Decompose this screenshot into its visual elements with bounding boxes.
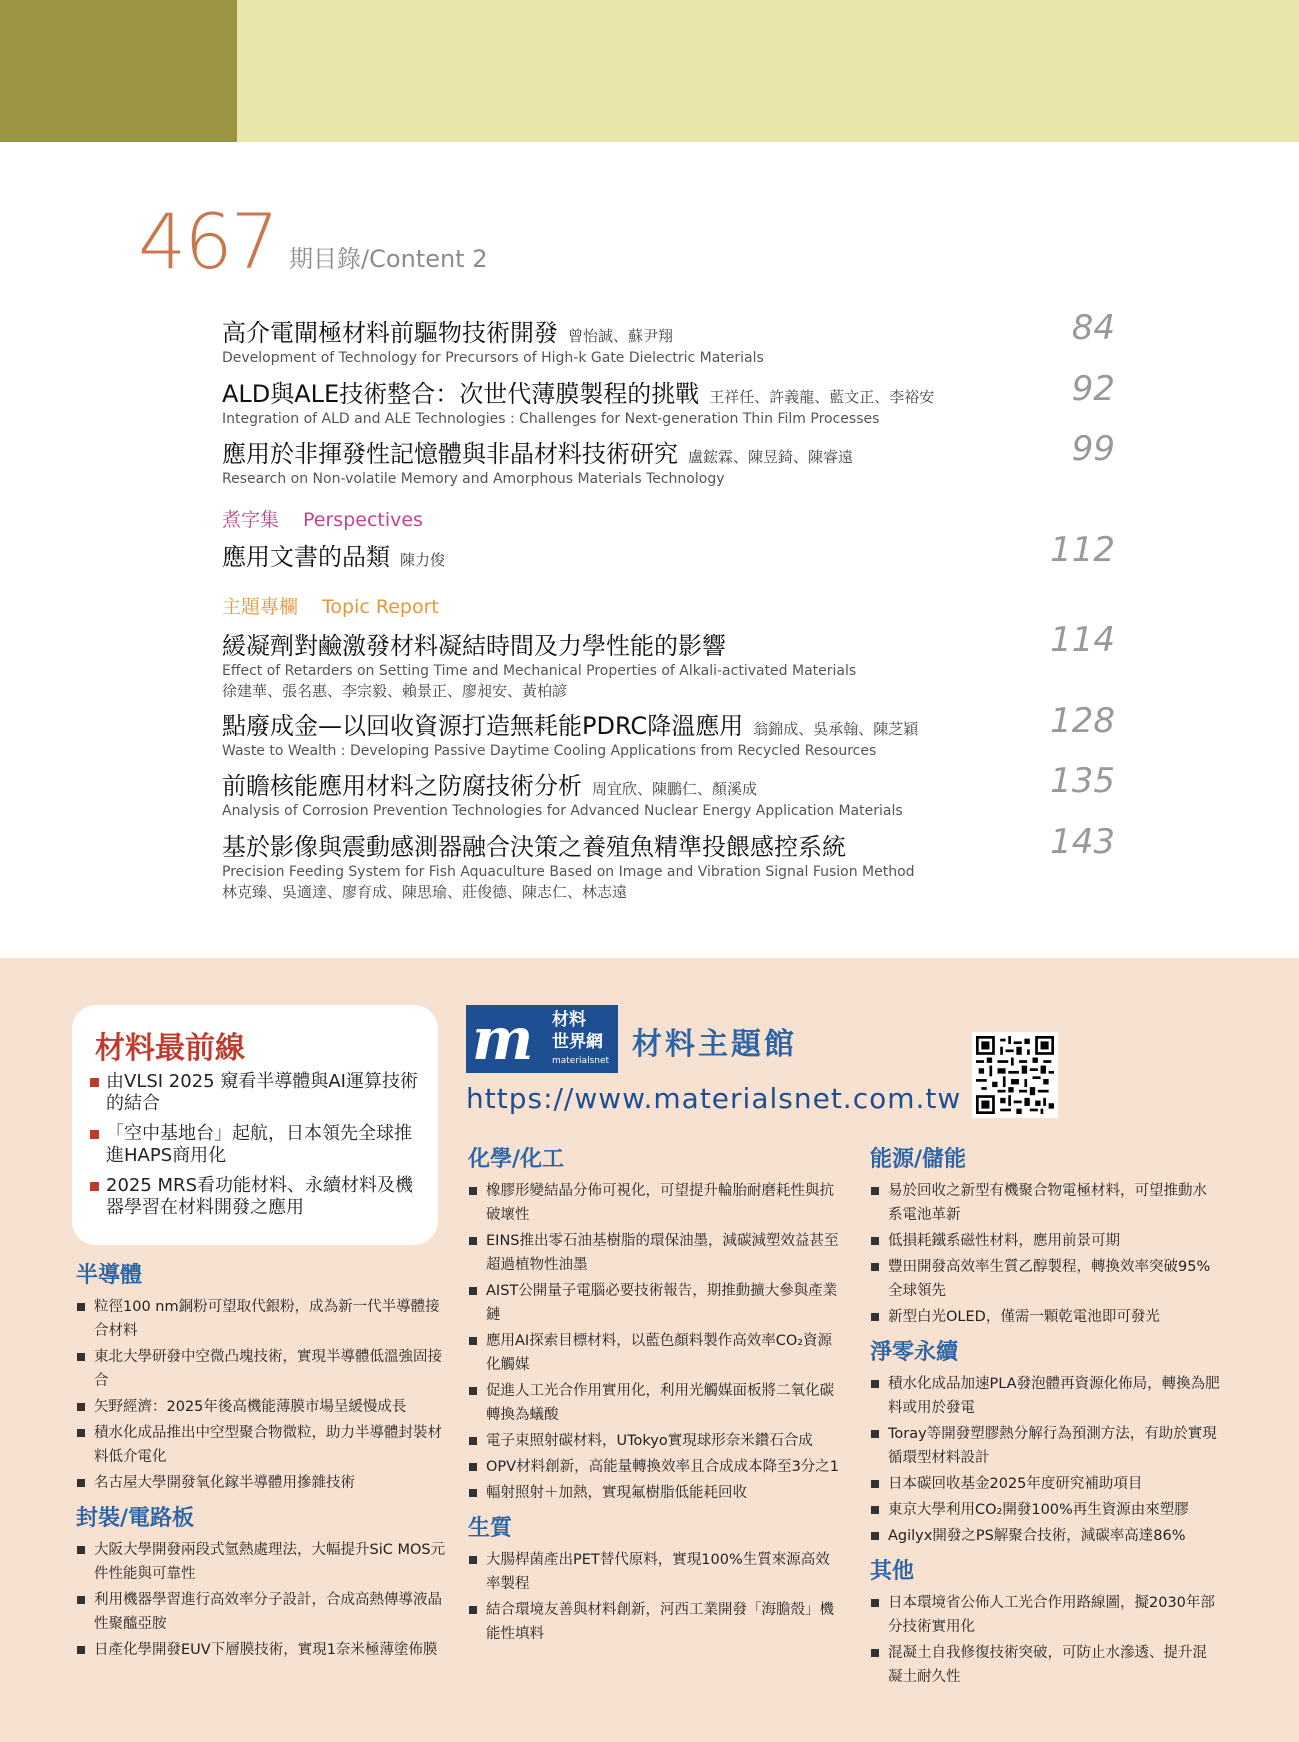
news-column-left xyxy=(76,1258,446,1668)
news-item-text: 矢野經濟：2025年後高機能薄膜市場呈緩慢成長 xyxy=(94,1399,407,1415)
bullet-square-icon xyxy=(469,1437,477,1445)
category-heading: 化學/化工 xyxy=(468,1147,565,1172)
news-item[interactable] xyxy=(870,1179,1220,1227)
toc-english-title: Analysis of Corrosion Prevention Technologies for Advanced Nuclear Energy Application Materials xyxy=(222,803,903,819)
toc-title: 應用文書的品類 xyxy=(222,543,390,571)
bullet-square-icon xyxy=(77,1546,85,1554)
bullet-square-icon xyxy=(871,1237,879,1245)
toc-authors: 盧鋐霖、陳昱錡、陳睿遠 xyxy=(688,448,854,466)
news-item[interactable] xyxy=(468,1481,844,1505)
toc-page-number: 112 xyxy=(1050,530,1115,570)
toc-english-title: Precision Feeding System for Fish Aquaculture Based on Image and Vibration Signal Fusion Method xyxy=(222,864,915,880)
category-heading: 生質 xyxy=(468,1516,513,1541)
category-heading: 能源/儲能 xyxy=(870,1147,967,1172)
news-item[interactable] xyxy=(468,1229,844,1277)
news-item[interactable] xyxy=(870,1641,1220,1689)
header-band-dark xyxy=(0,0,237,142)
bullet-square-icon xyxy=(77,1303,85,1311)
news-item[interactable] xyxy=(870,1255,1220,1303)
toc-page-number: 114 xyxy=(1050,620,1115,660)
bullet-square-icon xyxy=(871,1599,879,1607)
frontline-box xyxy=(72,1005,438,1245)
news-item[interactable] xyxy=(870,1524,1220,1548)
bullet-square-icon xyxy=(77,1353,85,1361)
toc-authors: 曾怡誠、蘇尹翔 xyxy=(568,327,674,345)
news-item-text: 輻射照射＋加熱，實現氟樹脂低能耗回收 xyxy=(486,1485,747,1501)
toc-page-number: 84 xyxy=(1071,308,1115,348)
news-item-text: 橡膠形變結晶分佈可視化，可望提升輪胎耐磨耗性與抗破壞性 xyxy=(486,1183,834,1223)
section-header-en: Topic Report xyxy=(322,596,439,618)
news-item[interactable] xyxy=(468,1455,844,1479)
bullet-square-icon xyxy=(469,1463,477,1471)
news-item-text: 大腸桿菌產出PET替代原料，實現100%生質來源高效率製程 xyxy=(486,1552,830,1592)
bullet-square-icon xyxy=(871,1187,879,1195)
category-heading: 半導體 xyxy=(76,1263,143,1288)
news-item-text: 電子束照射碳材料，UTokyo實現球形奈米鑽石合成 xyxy=(486,1433,813,1449)
frontline-item[interactable] xyxy=(88,1071,428,1115)
toc-title: 高介電閘極材料前驅物技術開發 xyxy=(222,319,558,347)
bullet-square-icon xyxy=(871,1480,879,1488)
news-item-text: 利用機器學習進行高效率分子設計，合成高熱傳導液晶性聚醯亞胺 xyxy=(94,1592,442,1632)
frontline-item-text: 「空中基地台」起航，日本領先全球推進HAPS商用化 xyxy=(106,1123,412,1166)
news-item-text: 名古屋大學開發氧化鎵半導體用摻雜技術 xyxy=(94,1475,355,1491)
toc-item[interactable] xyxy=(222,374,1122,427)
news-item-text: 日本環境省公佈人工光合作用路線圖，擬2030年部分技術實用化 xyxy=(888,1595,1215,1635)
issue-number: 467 xyxy=(138,197,278,286)
news-item-text: 促進人工光合作用實用化，利用光觸媒面板將二氧化碳轉換為蟻酸 xyxy=(486,1383,834,1423)
news-item-text: 混凝土自我修復技術突破，可防止水滲透、提升混凝土耐久性 xyxy=(888,1645,1207,1685)
toc-authors: 陳力俊 xyxy=(400,551,446,569)
bullet-square-icon xyxy=(90,1078,99,1087)
news-item[interactable] xyxy=(76,1471,446,1495)
news-item-text: AIST公開量子電腦必要技術報告，期推動擴大參與產業鏈 xyxy=(486,1283,838,1323)
news-item[interactable] xyxy=(76,1295,446,1343)
bullet-square-icon xyxy=(77,1646,85,1654)
news-column-right xyxy=(870,1142,1220,1695)
bullet-square-icon xyxy=(77,1429,85,1437)
news-item[interactable] xyxy=(468,1548,844,1596)
bullet-square-icon xyxy=(469,1287,477,1295)
bullet-square-icon xyxy=(77,1596,85,1604)
category-heading: 淨零永續 xyxy=(870,1340,959,1365)
site-title: 材料主題館 xyxy=(632,1027,797,1062)
news-item-text: 東京大學利用CO₂開發100%再生資源由來塑膠 xyxy=(888,1502,1189,1518)
bullet-square-icon xyxy=(469,1387,477,1395)
news-item[interactable] xyxy=(76,1345,446,1393)
section-header-en: Perspectives xyxy=(303,509,423,531)
bullet-square-icon xyxy=(469,1237,477,1245)
news-item-text: 易於回收之新型有機聚合物電極材料，可望推動水系電池革新 xyxy=(888,1183,1207,1223)
bullet-square-icon xyxy=(871,1532,879,1540)
news-item-text: OPV材料創新，高能量轉換效率且合成成本降至3分之1 xyxy=(486,1459,840,1475)
bullet-square-icon xyxy=(469,1606,477,1614)
frontline-item[interactable] xyxy=(88,1175,428,1219)
toc-title: 應用於非揮發性記憶體與非晶材料技術研究 xyxy=(222,440,678,468)
toc-item[interactable] xyxy=(222,537,1122,572)
section-header-zh: 煮字集 xyxy=(222,509,280,531)
frontline-item-text: 2025 MRS看功能材料、永續材料及機器學習在材料開發之應用 xyxy=(106,1175,413,1218)
logo-mark: m xyxy=(472,1005,534,1073)
news-item[interactable] xyxy=(870,1591,1220,1639)
toc-english-title: Waste to Wealth : Developing Passive Daytime Cooling Applications from Recycled Resources xyxy=(222,743,877,759)
bullet-square-icon xyxy=(469,1489,477,1497)
toc-authors: 徐建華、張名惠、李宗毅、賴景正、廖昶安、黃柏諺 xyxy=(222,682,568,700)
frontline-item[interactable] xyxy=(88,1123,428,1167)
toc-authors: 翁錦成、吳承翰、陳芝穎 xyxy=(753,720,919,738)
logo-text-zh: 材料 xyxy=(552,1010,586,1030)
section-header-perspectives xyxy=(222,505,423,532)
bullet-square-icon xyxy=(871,1506,879,1514)
news-item-text: 新型白光OLED，僅需一顆乾電池即可發光 xyxy=(888,1309,1160,1325)
news-item[interactable] xyxy=(468,1179,844,1227)
bullet-square-icon xyxy=(871,1649,879,1657)
toc-page-number: 99 xyxy=(1071,429,1115,469)
toc-english-title: Effect of Retarders on Setting Time and Mechanical Properties of Alkali-activated Materials xyxy=(222,663,857,679)
news-item-text: 粒徑100 nm銅粉可望取代銀粉，成為新一代半導體接合材料 xyxy=(94,1299,440,1339)
toc-page-number: 92 xyxy=(1071,369,1115,409)
news-item-text: 應用AI探索目標材料，以藍色顏料製作高效率CO₂資源化觸媒 xyxy=(486,1333,833,1373)
news-item-text: 積水化成品加速PLA發泡體再資源化佈局，轉換為肥料或用於發電 xyxy=(888,1376,1220,1416)
bullet-square-icon xyxy=(77,1403,85,1411)
news-item[interactable] xyxy=(76,1588,446,1636)
news-item-text: Toray等開發塑膠熱分解行為預測方法，有助於實現循環型材料設計 xyxy=(888,1426,1217,1466)
bullet-square-icon xyxy=(871,1313,879,1321)
bullet-square-icon xyxy=(871,1430,879,1438)
toc-item[interactable] xyxy=(222,626,1122,701)
toc-item[interactable] xyxy=(222,827,1122,902)
news-item-text: 日本碳回收基金2025年度研究補助項目 xyxy=(888,1476,1143,1492)
frontline-item-text: 由VLSI 2025 窺看半導體與AI運算技術的結合 xyxy=(106,1071,418,1114)
bullet-square-icon xyxy=(90,1182,99,1191)
news-item-text: 結合環境友善與材料創新，河西工業開發「海膽殼」機能性填料 xyxy=(486,1602,834,1642)
toc-authors: 周宜欣、陳鵬仁、顏溪成 xyxy=(592,780,758,798)
news-item[interactable] xyxy=(468,1598,844,1646)
news-item[interactable] xyxy=(76,1538,446,1586)
bullet-square-icon xyxy=(77,1479,85,1487)
toc-title: 緩凝劑對鹼激發材料凝結時間及力學性能的影響 xyxy=(222,632,726,660)
site-url-link[interactable]: https://www.materialsnet.com.tw xyxy=(466,1082,962,1115)
toc-page-number: 135 xyxy=(1050,761,1115,801)
toc-title: 點廢成金—以回收資源打造無耗能PDRC降溫應用 xyxy=(222,712,744,740)
news-item-text: EINS推出零石油基樹脂的環保油墨，減碳減塑效益甚至超過植物性油墨 xyxy=(486,1233,839,1273)
news-item-text: 日產化學開發EUV下層膜技術，實現1奈米極薄塗佈膜 xyxy=(94,1642,438,1658)
news-item[interactable] xyxy=(76,1421,446,1469)
section-header-topic-report xyxy=(222,592,439,619)
toc-title: 前瞻核能應用材料之防腐技術分析 xyxy=(222,772,582,800)
header-band-light xyxy=(237,0,1299,142)
toc-page-number: 143 xyxy=(1050,822,1115,862)
toc-authors: 王祥任、許義龍、藍文正、李裕安 xyxy=(709,388,935,406)
toc-english-title: Development of Technology for Precursors of High-k Gate Dielectric Materials xyxy=(222,350,764,366)
toc-title: 基於影像與震動感測器融合決策之養殖魚精準投餵感控系統 xyxy=(222,833,846,861)
toc-item[interactable] xyxy=(222,434,1122,487)
category-heading: 其他 xyxy=(870,1559,915,1584)
frontline-title: 材料最前線 xyxy=(95,1031,245,1066)
news-item[interactable] xyxy=(468,1379,844,1427)
news-item-text: 積水化成品推出中空型聚合物微粒，助力半導體封裝材料低介電化 xyxy=(94,1425,442,1465)
bullet-square-icon xyxy=(90,1130,99,1139)
materialsnet-logo[interactable] xyxy=(466,1005,618,1073)
bullet-square-icon xyxy=(469,1556,477,1564)
news-item[interactable] xyxy=(870,1372,1220,1420)
logo-text-zh: 世界網 xyxy=(552,1032,603,1052)
toc-english-title: Research on Non-volatile Memory and Amorphous Materials Technology xyxy=(222,471,725,487)
bullet-square-icon xyxy=(871,1263,879,1271)
issue-heading xyxy=(138,197,488,286)
toc-item[interactable] xyxy=(222,766,1122,819)
news-item-text: 東北大學研發中空微凸塊技術，實現半導體低溫強固接合 xyxy=(94,1349,442,1389)
frontline-list xyxy=(88,1071,428,1227)
toc-authors: 林克臻、吳適達、廖育成、陳思瑜、莊俊德、陳志仁、林志遠 xyxy=(222,883,628,901)
toc-english-title: Integration of ALD and ALE Technologies : Challenges for Next-generation Thin Film Processes xyxy=(222,411,880,427)
news-item-text: 豐田開發高效率生質乙醇製程，轉換效率突破95%全球領先 xyxy=(888,1259,1211,1299)
bullet-square-icon xyxy=(469,1187,477,1195)
toc-item[interactable] xyxy=(222,313,1122,366)
toc-page-number: 128 xyxy=(1050,701,1115,741)
news-item-text: Agilyx開發之PS解聚合技術，減碳率高達86% xyxy=(888,1528,1186,1544)
news-item[interactable] xyxy=(76,1395,446,1419)
news-item[interactable] xyxy=(76,1638,446,1662)
bullet-square-icon xyxy=(871,1380,879,1388)
issue-label: 期目錄/Content 2 xyxy=(289,245,488,273)
toc-item[interactable] xyxy=(222,706,1122,759)
news-item[interactable] xyxy=(870,1472,1220,1496)
bullet-square-icon xyxy=(469,1337,477,1345)
qr-code-icon[interactable] xyxy=(972,1032,1058,1118)
news-item[interactable] xyxy=(468,1279,844,1327)
news-column-middle xyxy=(468,1142,844,1652)
news-item[interactable] xyxy=(870,1305,1220,1329)
news-item[interactable] xyxy=(870,1498,1220,1522)
logo-text-en: materialsnet xyxy=(552,1056,610,1066)
section-header-zh: 主題專欄 xyxy=(222,596,299,618)
toc-title: ALD與ALE技術整合：次世代薄膜製程的挑戰 xyxy=(222,380,700,408)
news-item[interactable] xyxy=(468,1429,844,1453)
news-item[interactable] xyxy=(468,1329,844,1377)
news-item-text: 大阪大學開發兩段式氫熱處理法，大幅提升SiC MOS元件性能與可靠性 xyxy=(94,1542,446,1582)
category-heading: 封裝/電路板 xyxy=(76,1506,195,1531)
news-item[interactable] xyxy=(870,1422,1220,1470)
news-item[interactable] xyxy=(870,1229,1220,1253)
news-item-text: 低損耗鐵系磁性材料，應用前景可期 xyxy=(888,1233,1120,1249)
